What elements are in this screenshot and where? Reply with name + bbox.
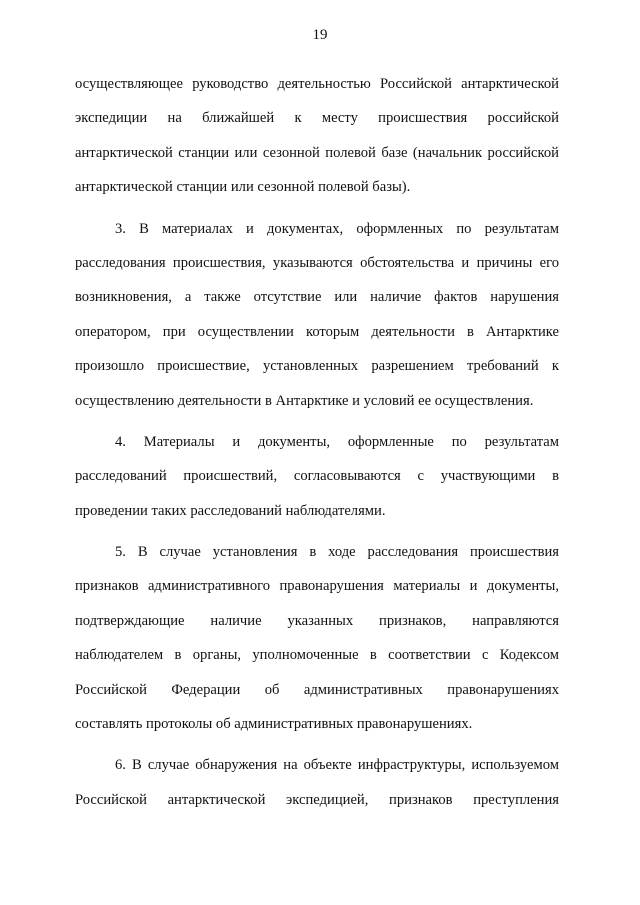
paragraph-first-line: 5. В случае установления в ходе расследования происшествия	[115, 544, 559, 561]
paragraph-first-line: 3. В материалах и документах, оформленных по результатам	[115, 220, 559, 237]
text-line: подтверждающие наличие указанных признаков, направляются	[75, 612, 559, 629]
text-line: антарктической станции или сезонной полевой базе (начальник российской	[75, 144, 559, 161]
document-body	[75, 67, 559, 817]
text-line: возникновения, а также отсутствие или наличие фактов нарушения	[75, 289, 559, 306]
text-line: наблюдателем в органы, уполномоченные в соответствии с Кодексом	[75, 647, 559, 664]
paragraph-first-line: 6. В случае обнаружения на объекте инфраструктуры, используемом	[115, 757, 559, 774]
text-line: антарктической станции или сезонной полевой базы).	[75, 179, 411, 196]
text-line: Российской Федерации об административных правонарушениях	[75, 681, 559, 698]
text-line: оператором, при осуществлении которым деятельности в Антарктике	[75, 323, 559, 340]
text-line: экспедиции на ближайшей к месту происшествия российской	[75, 110, 559, 127]
text-line: признаков административного правонарушения материалы и документы,	[75, 578, 559, 595]
text-line: Российской антарктической экспедицией, признаков преступления	[75, 791, 559, 808]
text-line: осуществлению деятельности в Антарктике и условий ее осуществления.	[75, 392, 534, 409]
text-line: произошло происшествие, установленных разрешением требований к	[75, 358, 559, 375]
paragraph-first-line: 4. Материалы и документы, оформленные по результатам	[115, 433, 559, 450]
text-line: осуществляющее руководство деятельностью Российской антарктической	[75, 76, 559, 92]
text-line: расследования происшествия, указываются обстоятельства и причины его	[75, 254, 559, 271]
page-number: 19	[312, 27, 328, 43]
text-line: составлять протоколы об административных правонарушениях.	[75, 716, 473, 733]
text-line: расследований происшествий, согласовываются с участвующими в	[75, 468, 559, 485]
text-line: проведении таких расследований наблюдателями.	[75, 502, 386, 519]
